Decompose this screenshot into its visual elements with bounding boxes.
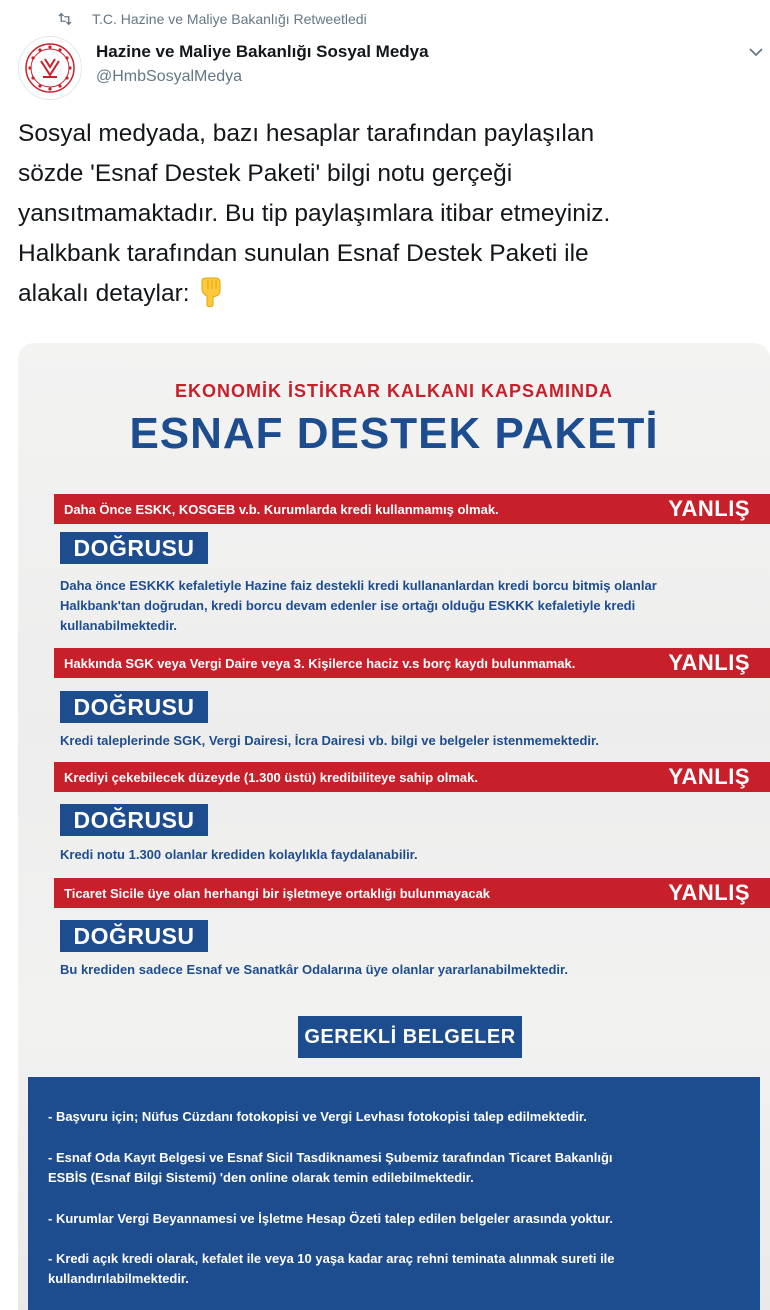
false-claim-bar — [54, 878, 770, 908]
correction-text — [60, 731, 760, 751]
false-claim-bar — [54, 494, 770, 524]
false-claim-bar — [54, 648, 770, 678]
display-name[interactable]: Hazine ve Maliye Bakanlığı Sosyal Medya — [96, 42, 429, 61]
false-claim-text: Ticaret Sicile üye olan herhangi bir işletmeye ortaklığı bulunmayacak — [64, 885, 491, 901]
required-documents-heading: GEREKLİ BELGELER — [298, 1016, 522, 1058]
tweet-line: alakalı detaylar: — [18, 280, 190, 307]
correction-line: Kredi taleplerinde SGK, Vergi Dairesi, İcra Dairesi vb. bilgi ve belgeler istenmemektedir. — [60, 733, 599, 748]
correction-line: Daha önce ESKKK kefaletiyle Hazine faiz destekli kredi kullananlardan kredi borcu bitmiş olanlar — [60, 578, 657, 593]
document-line: - Esnaf Oda Kayıt Belgesi ve Esnaf Sicil Tasdiknamesi Şubemiz tarafından Ticaret Bakanlığı — [48, 1150, 613, 1165]
false-claim-text: Krediyi çekebilecek düzeyde (1.300 üstü) kredibiliteye sahip olmak. — [64, 769, 479, 785]
document-line: - Kredi açık kredi olarak, kefalet ile veya 10 yaşa kadar araç rehni teminata alınmak sureti ile — [48, 1251, 615, 1266]
infographic-subtitle: EKONOMİK İSTİKRAR KALKANI KAPSAMINDA — [175, 381, 613, 401]
pointing-down-icon — [196, 277, 224, 307]
retweet-icon — [56, 10, 74, 28]
false-label: YANLIŞ — [668, 880, 750, 905]
required-documents-panel — [28, 1077, 760, 1310]
correction-text — [60, 960, 760, 980]
infographic-title: ESNAF DESTEK PAKETİ — [129, 409, 659, 458]
tweet-text — [18, 114, 758, 314]
correct-label: DOĞRUSU — [60, 920, 208, 952]
false-label: YANLIŞ — [668, 764, 750, 789]
false-claim-text: Daha Önce ESKK, KOSGEB v.b. Kurumlarda kredi kullanmamış olmak. — [64, 501, 499, 517]
document-line: - Başvuru için; Nüfus Cüzdanı fotokopisi ve Vergi Levhası fotokopisi talep edilmektedir. — [48, 1109, 587, 1124]
chevron-down-icon[interactable] — [748, 44, 764, 60]
correction-line: kullanabilmektedir. — [60, 618, 178, 633]
document-item — [48, 1249, 740, 1289]
document-line: ESBİS (Esnaf Bilgi Sistemi) 'den online olarak temin edilebilmektedir. — [48, 1170, 474, 1185]
correction-line: Kredi notu 1.300 olanlar krediden kolaylıkla faydalanabilir. — [60, 847, 418, 862]
tweet-line: Sosyal medyada, bazı hesaplar tarafından paylaşılan — [18, 120, 595, 147]
retweet-context[interactable] — [64, 8, 367, 30]
tweet-line-last — [18, 274, 758, 314]
avatar[interactable] — [18, 36, 82, 100]
tweet-line: Halkbank tarafından sunulan Esnaf Destek Paketi ile — [18, 240, 589, 267]
correct-label: DOĞRUSU — [60, 804, 208, 836]
false-label: YANLIŞ — [668, 650, 750, 675]
tweet-line: yansıtmamaktadır. Bu tip paylaşımlara itibar etmeyiniz. — [18, 200, 611, 227]
false-claim-text: Hakkında SGK veya Vergi Daire veya 3. Kişilerce haciz v.s borç kaydı bulunmamak. — [64, 655, 576, 671]
tweet-image[interactable] — [18, 343, 770, 1310]
document-line: kullandırılabilmektedir. — [48, 1271, 189, 1286]
user-handle[interactable]: @HmbSosyalMedya — [96, 68, 243, 85]
correction-text — [60, 576, 760, 636]
document-item — [48, 1209, 740, 1229]
false-claim-bar — [54, 762, 770, 792]
document-item — [48, 1107, 740, 1127]
document-item — [48, 1148, 740, 1188]
ministry-logo-icon — [19, 37, 81, 99]
retweet-label: T.C. Hazine ve Maliye Bakanlığı Retweetledi — [92, 11, 367, 27]
correction-line: Halkbank'tan doğrudan, kredi borcu devam edenler ise ortağı olduğu ESKKK kefaletiyle kredi — [60, 598, 636, 613]
correct-label: DOĞRUSU — [60, 532, 208, 564]
correct-label: DOĞRUSU — [60, 691, 208, 723]
document-line: - Kurumlar Vergi Beyannamesi ve İşletme Hesap Özeti talep edilen belgeler arasında yoktur. — [48, 1211, 613, 1226]
tweet-line: sözde 'Esnaf Destek Paketi' bilgi notu gerçeği — [18, 160, 513, 187]
correction-text — [60, 845, 760, 865]
correction-line: Bu krediden sadece Esnaf ve Sanatkâr Odalarına üye olanlar yararlanabilmektedir. — [60, 962, 568, 977]
false-label: YANLIŞ — [668, 496, 750, 521]
